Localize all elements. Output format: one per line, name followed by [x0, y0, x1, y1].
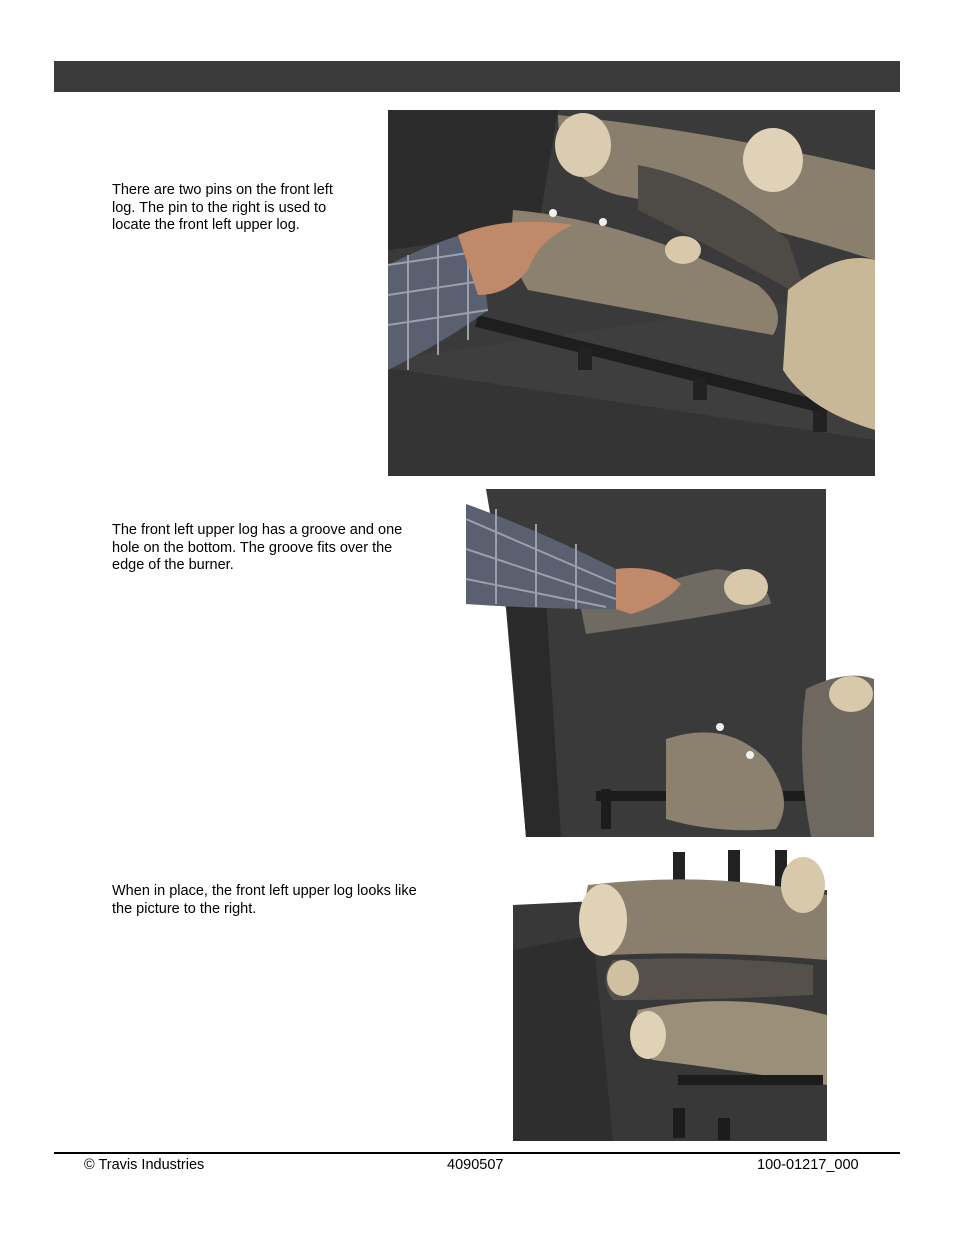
- footer-rule: [54, 1152, 900, 1154]
- footer-doc-number: 4090507: [447, 1157, 504, 1173]
- footer-part-number: 100-01217_000: [757, 1157, 859, 1173]
- step-2-photo: [466, 489, 874, 837]
- footer-copyright: © Travis Industries: [84, 1157, 205, 1173]
- step-3-text: When in place, the front left upper log looks like the picture to the right.: [112, 883, 417, 917]
- step-2-text: The front left upper log has a groove and one hole on the bottom. The groove fits over the edge of the burner.: [112, 522, 403, 573]
- step-1-photo: [388, 110, 875, 476]
- step-3-photo: [513, 850, 827, 1141]
- step-1-text: There are two pins on the front left log. The pin to the right is used to locate the front left upper log.: [112, 182, 333, 233]
- section-header-bar: [54, 61, 900, 92]
